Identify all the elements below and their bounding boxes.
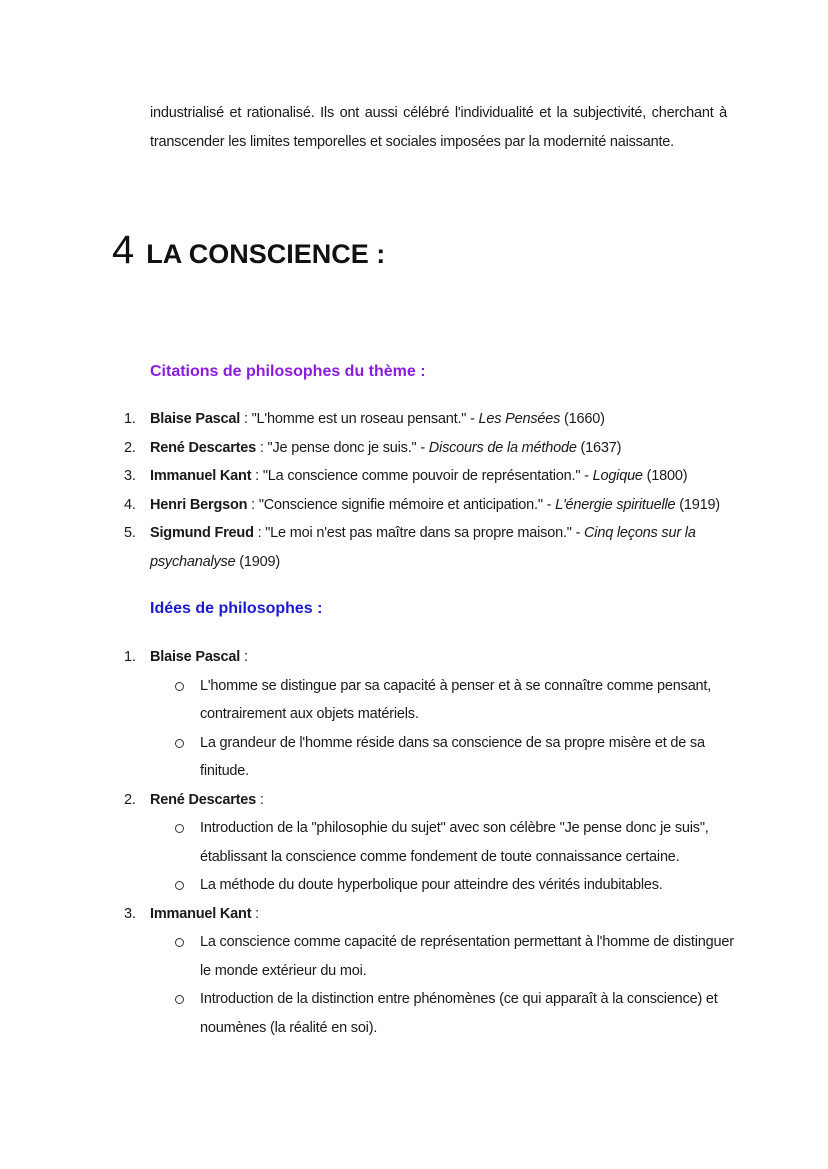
citation-text: [150, 519, 696, 548]
separator: :: [253, 525, 266, 541]
bullet-text-continued: contrairement aux objets matériels.: [200, 706, 419, 722]
circle-bullet-icon: [175, 682, 184, 691]
bullet-item: [0, 928, 828, 985]
list-item: [0, 434, 828, 463]
bullet-item: [0, 985, 828, 1042]
separator: :: [240, 649, 248, 665]
quote: "Le moi n'est pas maître dans sa propre maison." -: [265, 525, 585, 541]
list-item: [0, 643, 828, 672]
circle-bullet-icon: [175, 739, 184, 748]
work-title: Les Pensées: [478, 411, 561, 427]
citation-text-continued: [150, 548, 280, 577]
bullet-item: [0, 729, 828, 786]
idees-heading: Idées de philosophes :: [150, 600, 323, 617]
bullet-text: Introduction de la distinction entre phénomènes (ce qui apparaît à la conscience) et: [200, 991, 718, 1007]
citation-text: [150, 462, 687, 491]
citation-text: [150, 405, 605, 434]
intro-line-2: transcender les limites temporelles et sociales imposées par la modernité naissante.: [150, 134, 674, 150]
year: (1919): [675, 496, 720, 513]
author-name: Henri Bergson: [150, 496, 248, 513]
quote: "Conscience signifie mémoire et anticipation." -: [258, 496, 556, 513]
bullet-text: La conscience comme capacité de représentation permettant à l'homme de distinguer: [200, 934, 734, 950]
item-number: 5.: [124, 525, 136, 541]
list-item: [0, 786, 828, 815]
bullet-text: La grandeur de l'homme réside dans sa conscience de sa propre misère et de sa: [200, 734, 705, 751]
bullet-text-continued: finitude.: [200, 763, 249, 779]
list-item: [0, 900, 828, 929]
intro-line-1: industrialisé et rationalisé. Ils ont aussi célébré l'individualité et la subjectivité, cherchant à: [150, 105, 727, 121]
separator: :: [256, 439, 268, 456]
author-name: Blaise Pascal: [150, 411, 241, 427]
bullet-text-continued: noumènes (la réalité en soi).: [200, 1019, 378, 1036]
bullet-text-continued: établissant la conscience comme fondement de toute connaissance certaine.: [200, 848, 680, 865]
bullet-item: [0, 672, 828, 729]
item-number: 1.: [124, 649, 136, 665]
list-item: [0, 491, 828, 520]
circle-bullet-icon: [175, 938, 184, 947]
circle-bullet-icon: [175, 881, 184, 890]
bullet-text: L'homme se distingue par sa capacité à penser et à se connaître comme pensant,: [200, 677, 712, 694]
separator: :: [247, 496, 259, 513]
work-title-continued: psychanalyse: [150, 553, 236, 570]
citation-text: [150, 434, 621, 463]
author-line: [150, 786, 264, 815]
citations-list: [0, 405, 828, 576]
bullet-item: [0, 871, 828, 900]
author-name: Immanuel Kant: [150, 468, 252, 484]
section-heading: [112, 228, 385, 273]
year: (1909): [235, 553, 281, 570]
separator: :: [251, 905, 260, 922]
item-number: 4.: [124, 496, 136, 513]
separator: :: [251, 468, 263, 484]
work-title: Discours de la méthode: [428, 439, 577, 456]
author-name: René Descartes: [150, 791, 257, 808]
intro-paragraph: [150, 99, 727, 157]
citation-text: [150, 491, 720, 520]
work-title: Logique: [592, 468, 643, 484]
circle-bullet-icon: [175, 824, 184, 833]
section-number: 4: [112, 228, 135, 272]
list-item: [0, 462, 828, 491]
author-line: [150, 643, 248, 672]
author-name: Immanuel Kant: [150, 905, 252, 922]
idees-list: [0, 643, 828, 1042]
item-number: 2.: [124, 791, 136, 808]
year: (1660): [560, 411, 605, 427]
author-name: Blaise Pascal: [150, 649, 241, 665]
author-name: René Descartes: [150, 439, 257, 456]
work-title: Cinq leçons sur la: [584, 525, 696, 541]
item-number: 3.: [124, 905, 136, 922]
item-number: 3.: [124, 468, 136, 484]
year: (1637): [576, 439, 622, 456]
quote: "Je pense donc je suis." -: [267, 439, 429, 456]
item-number: 2.: [124, 439, 136, 456]
list-item: [0, 405, 828, 434]
circle-bullet-icon: [175, 995, 184, 1004]
author-name: Sigmund Freud: [150, 525, 254, 541]
bullet-text: Introduction de la "philosophie du sujet" avec son célèbre "Je pense donc je suis",: [200, 820, 709, 836]
work-title: L'énergie spirituelle: [555, 496, 676, 513]
quote: "La conscience comme pouvoir de représentation." -: [262, 468, 593, 484]
quote: "L'homme est un roseau pensant." -: [251, 411, 479, 427]
section-title: LA CONSCIENCE :: [146, 239, 386, 269]
item-number: 1.: [124, 411, 136, 427]
bullet-text: La méthode du doute hyperbolique pour atteindre des vérités indubitables.: [200, 877, 663, 893]
citations-heading: Citations de philosophes du thème :: [150, 363, 426, 380]
author-line: [150, 900, 259, 929]
bullet-item: [0, 814, 828, 871]
year: (1800): [642, 468, 688, 484]
separator: :: [240, 411, 252, 427]
bullet-text-continued: le monde extérieur du moi.: [200, 962, 367, 979]
separator: :: [256, 791, 264, 808]
list-item: [0, 519, 828, 576]
